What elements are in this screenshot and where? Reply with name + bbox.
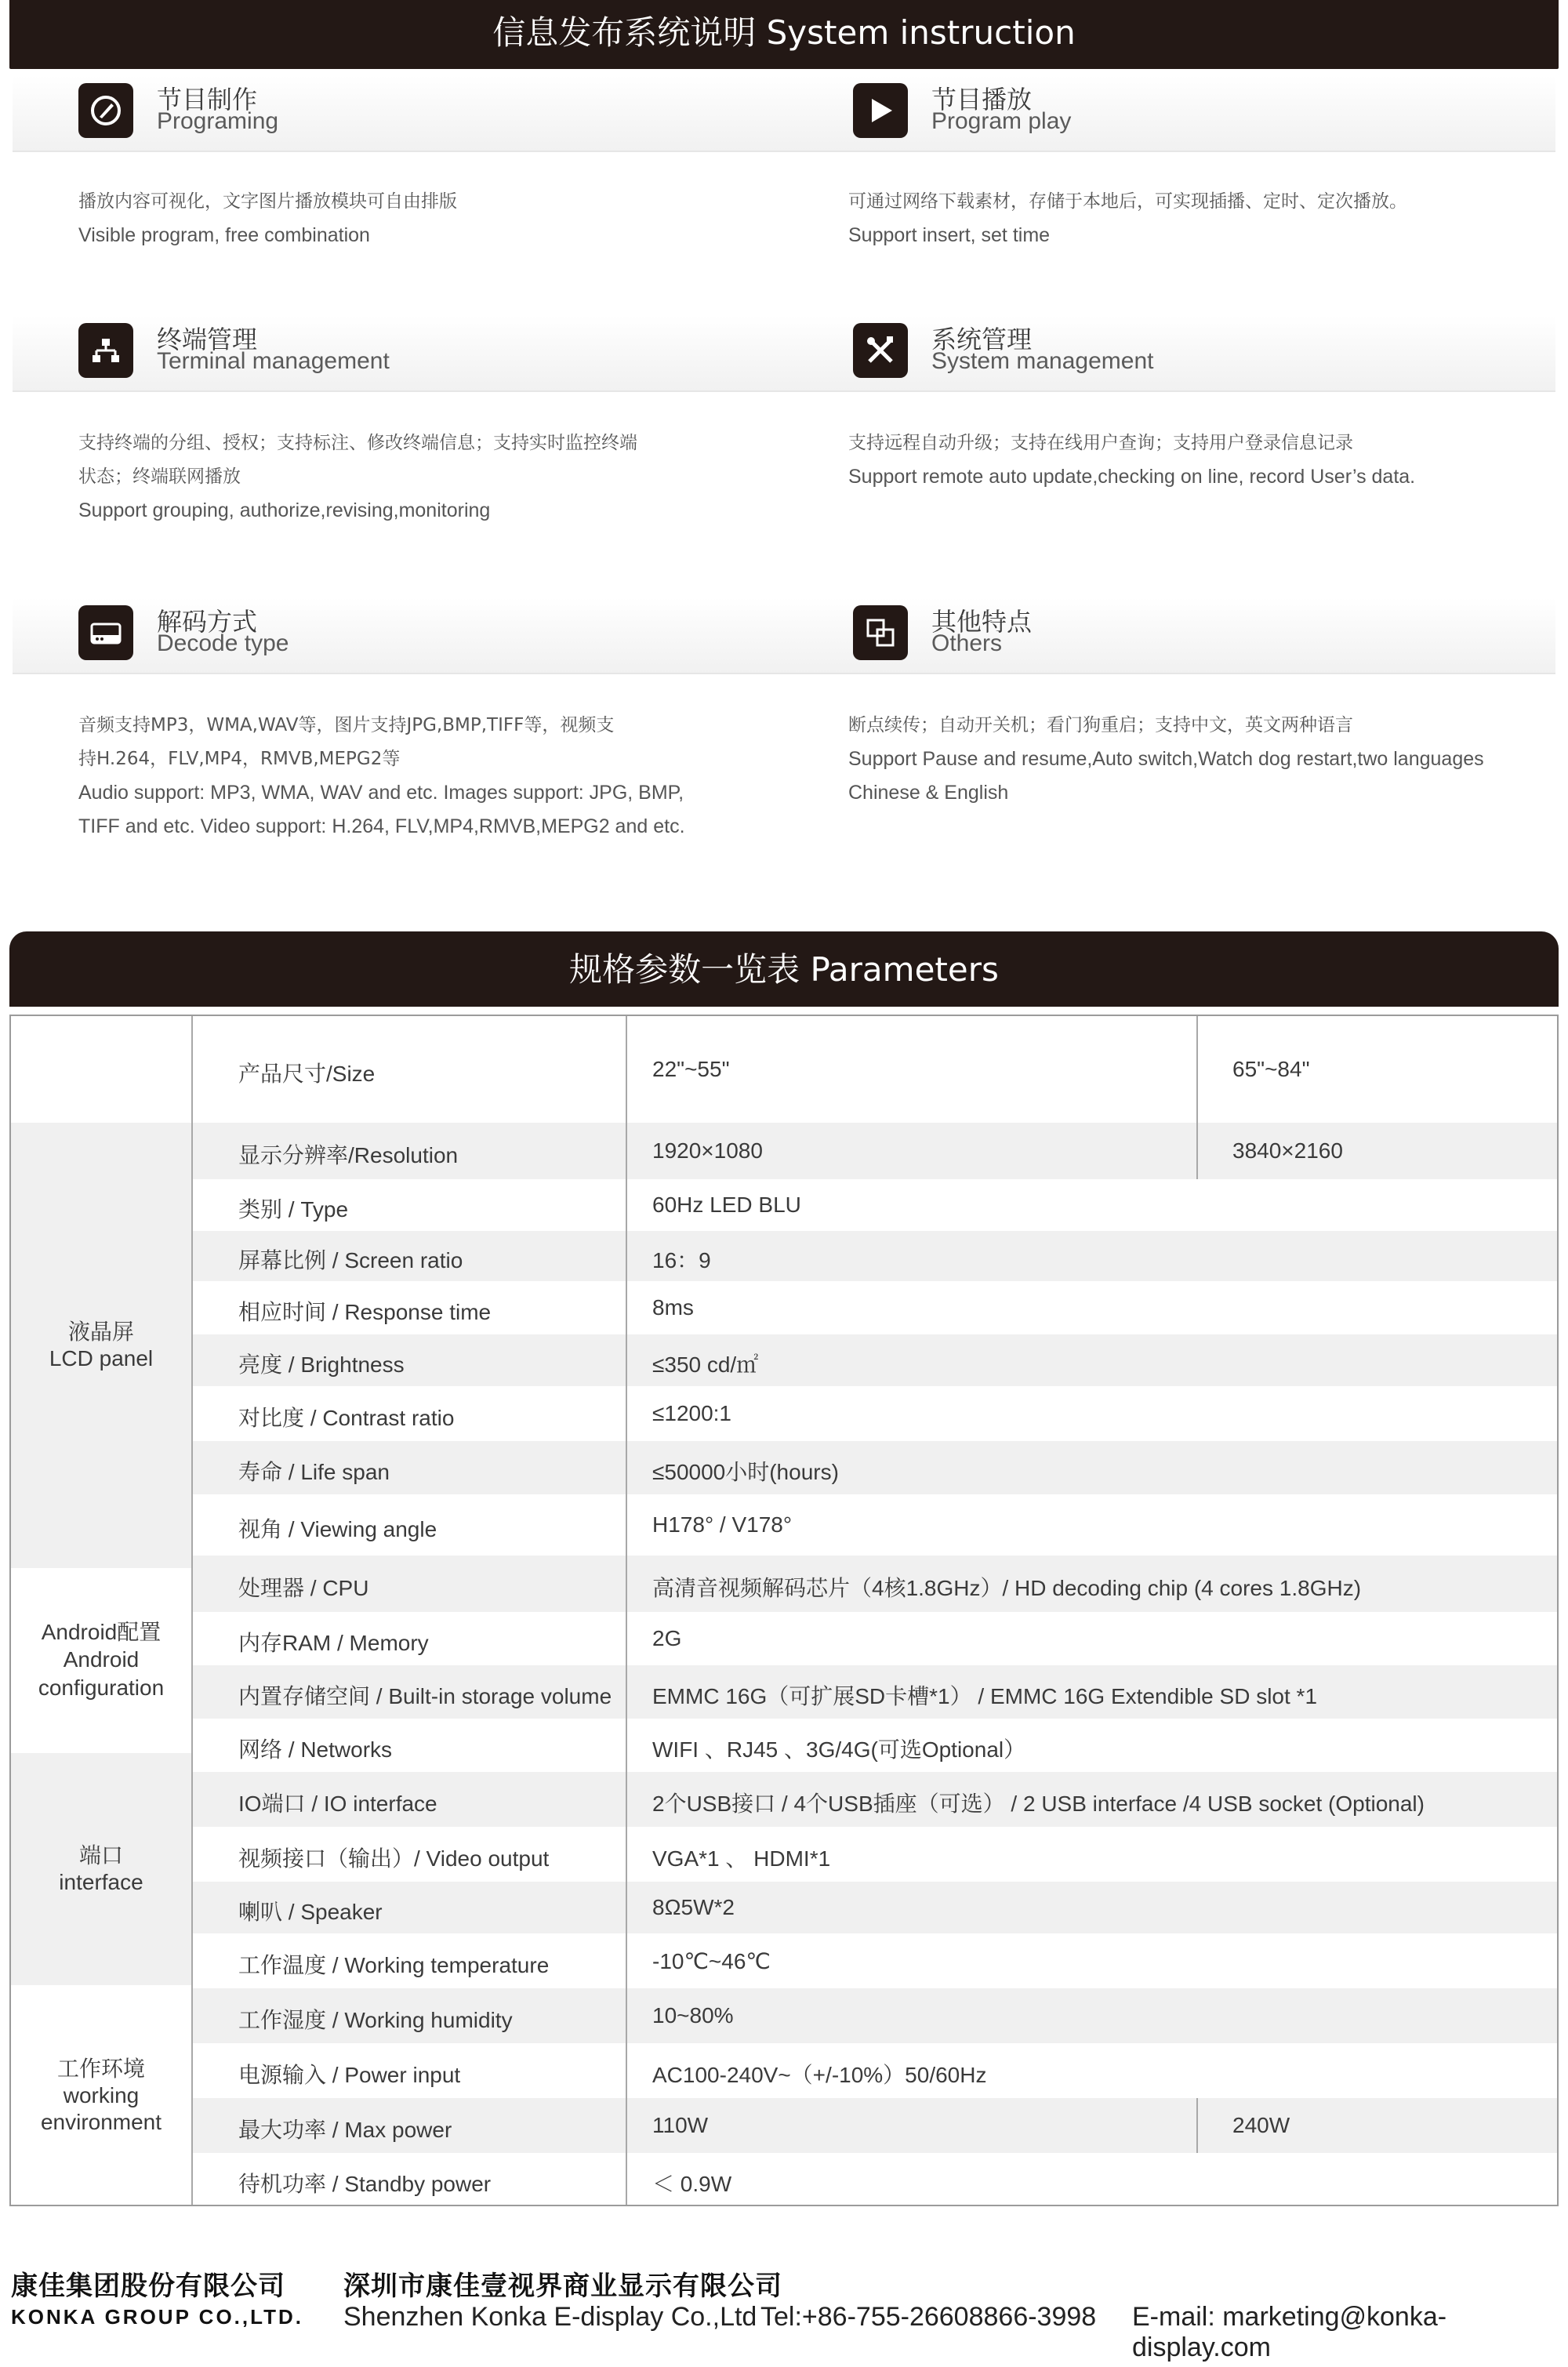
feature-program-play bbox=[787, 75, 1555, 152]
parameter-value: 2G bbox=[652, 1626, 682, 1650]
group-en: working environment bbox=[40, 2083, 162, 2134]
desc-line: 状态；终端联网播放 bbox=[78, 467, 241, 487]
windows-icon bbox=[853, 605, 908, 660]
desc-line: Chinese & English bbox=[848, 782, 1009, 804]
group-android bbox=[11, 1568, 191, 1753]
parameter-row bbox=[193, 1281, 1557, 1334]
parameter-row bbox=[193, 1556, 1557, 1612]
feature-title-zh: 节目制作 bbox=[157, 85, 258, 114]
parameter-row bbox=[193, 1386, 1557, 1441]
desc-line: TIFF and etc. Video support: H.264, FLV,MP4,RMVB,MEPG2 and etc. bbox=[78, 815, 685, 837]
parameter-row bbox=[193, 1612, 1557, 1665]
subsidiary-name-cn: 深圳市康佳壹视界商业显示有限公司 bbox=[343, 2271, 782, 2302]
desc-line: Support remote auto update,checking on line, record User’s data. bbox=[848, 466, 1416, 488]
company-name-en: KONKA GROUP CO.,LTD. bbox=[11, 2305, 303, 2329]
group-en: Android configuration bbox=[38, 1647, 165, 1700]
feature-program-play-desc bbox=[848, 185, 1554, 252]
parameter-row bbox=[193, 1665, 1557, 1719]
desc-line: Audio support: MP3, WMA, WAV and etc. Images support: JPG, BMP, bbox=[78, 782, 684, 804]
tools-icon bbox=[853, 323, 908, 378]
parameter-label: IO端口 / IO interface bbox=[238, 1792, 437, 1816]
parameter-label: 类别 / Type bbox=[238, 1197, 349, 1222]
parameter-value: 60Hz LED BLU bbox=[652, 1193, 801, 1217]
email: E-mail: marketing@konka-display.com bbox=[1132, 2302, 1447, 2362]
parameter-label: 内存RAM / Memory bbox=[238, 1631, 429, 1655]
parameter-value: 高清音视频解码芯片（4核1.8GHz）/ HD decoding chip (4 cores 1.8GHz) bbox=[652, 1576, 1362, 1600]
parameter-row bbox=[193, 1123, 1557, 1179]
subsidiary-name-en: Shenzhen Konka E-display Co.,Ltd bbox=[343, 2302, 757, 2332]
parameter-value: 8ms bbox=[652, 1295, 694, 1320]
parameter-row bbox=[193, 1231, 1557, 1281]
parameter-label: 处理器 / CPU bbox=[238, 1576, 369, 1600]
group-lcd-panel bbox=[11, 1123, 191, 1568]
parameter-label: 对比度 / Contrast ratio bbox=[238, 1406, 455, 1430]
footer bbox=[11, 2258, 1563, 2362]
parameter-row bbox=[193, 1441, 1557, 1494]
feature-system-management bbox=[787, 315, 1555, 392]
feature-terminal-management bbox=[13, 315, 840, 392]
desc-line: Visible program, free combination bbox=[78, 224, 370, 246]
parameter-value: 16：9 bbox=[652, 1248, 711, 1272]
feature-system-desc bbox=[848, 427, 1554, 494]
group-interface bbox=[11, 1753, 191, 1985]
parameter-label: 最大功率 / Max power bbox=[238, 2118, 452, 2142]
feature-title-en: Others bbox=[931, 630, 1003, 656]
company-name-cn: 康佳集团股份有限公司 bbox=[11, 2271, 285, 2302]
group-en: LCD panel bbox=[49, 1346, 154, 1370]
desc-line: 可通过网络下载素材，存储于本地后，可实现插播、定时、定次播放。 bbox=[848, 191, 1407, 212]
parameter-row bbox=[193, 1933, 1557, 1988]
feature-programing bbox=[13, 75, 840, 152]
parameter-value: 2个USB接口 / 4个USB插座（可选） / 2 USB interface /4 USB socket (Optional) bbox=[652, 1792, 1425, 1816]
parameter-label: 屏幕比例 / Screen ratio bbox=[238, 1248, 463, 1272]
desc-line: Support grouping, authorize,revising,monitoring bbox=[78, 499, 491, 521]
desc-line: 音频支持MP3，WMA,WAV等，图片支持JPG,BMP,TIFF等，视频支 bbox=[78, 715, 615, 735]
feature-title-en: Terminal management bbox=[157, 348, 390, 374]
group-en: interface bbox=[59, 1870, 143, 1894]
feature-title-en: System management bbox=[931, 348, 1154, 374]
parameter-row bbox=[193, 1882, 1557, 1933]
feature-title-zh: 其他特点 bbox=[931, 607, 1033, 637]
parameter-value: ≤350 cd/㎡ bbox=[652, 1352, 759, 1377]
edit-icon bbox=[78, 83, 133, 138]
parameter-label: 寿命 / Life span bbox=[238, 1460, 390, 1484]
parameter-value-large: 240W bbox=[1232, 2113, 1290, 2137]
parameter-row bbox=[193, 1016, 1557, 1123]
desc-line: Support insert, set time bbox=[848, 224, 1051, 246]
cell-divider bbox=[1196, 1016, 1198, 1123]
parameter-value: 8Ω5W*2 bbox=[652, 1895, 735, 1919]
parameter-label: 工作温度 / Working temperature bbox=[238, 1953, 550, 1977]
parameter-label: 内置存储空间 / Built-in storage volume bbox=[238, 1684, 612, 1708]
parameter-row bbox=[193, 1827, 1557, 1882]
feature-title-en: Program play bbox=[931, 108, 1072, 134]
feature-others bbox=[787, 597, 1555, 674]
feature-decode-desc bbox=[78, 709, 831, 844]
column-divider bbox=[626, 1016, 627, 2205]
parameter-row bbox=[193, 1179, 1557, 1231]
feature-programing-desc bbox=[78, 185, 831, 252]
parameter-row bbox=[193, 2153, 1557, 2206]
desc-line: 播放内容可视化，文字图片播放模块可自由排版 bbox=[78, 191, 457, 212]
group-zh: 端口 bbox=[78, 1843, 123, 1868]
parameter-value: ≤50000小时(hours) bbox=[652, 1460, 839, 1484]
parameter-row bbox=[193, 1494, 1557, 1556]
parameter-value-large: 3840×2160 bbox=[1232, 1138, 1343, 1163]
column-divider bbox=[191, 1016, 193, 2205]
group-zh: Android配置 bbox=[41, 1620, 162, 1644]
parameter-value: -10℃~46℃ bbox=[652, 1949, 771, 1973]
feature-title-zh: 节目播放 bbox=[931, 85, 1033, 114]
feature-title-zh: 系统管理 bbox=[931, 325, 1033, 354]
feature-title-en: Programing bbox=[157, 108, 279, 134]
parameter-row bbox=[193, 1772, 1557, 1827]
group-zh: 液晶屏 bbox=[67, 1320, 134, 1344]
parameter-label: 视角 / Viewing angle bbox=[238, 1517, 437, 1541]
parameter-value: ≤1200:1 bbox=[652, 1401, 732, 1425]
parameter-value-large: 65"~84" bbox=[1232, 1057, 1310, 1081]
parameter-value: H178° / V178° bbox=[652, 1512, 793, 1537]
parameter-label: 相应时间 / Response time bbox=[238, 1300, 492, 1324]
feature-title-zh: 终端管理 bbox=[157, 325, 258, 354]
parameter-row bbox=[193, 1719, 1557, 1772]
parameter-value: 10~80% bbox=[652, 2003, 734, 2028]
parameter-row bbox=[193, 2043, 1557, 2098]
parameter-value: 110W bbox=[652, 2113, 709, 2137]
desc-line: 断点续传；自动开关机；看门狗重启；支持中文，英文两种语言 bbox=[848, 715, 1353, 735]
parameter-label: 显示分辨率/Resolution bbox=[238, 1143, 459, 1167]
parameter-label: 亮度 / Brightness bbox=[238, 1352, 405, 1377]
parameter-value: 22"~55" bbox=[652, 1057, 730, 1081]
feature-terminal-desc bbox=[78, 427, 831, 528]
feature-others-desc bbox=[848, 709, 1554, 810]
desc-line: 持H.264，FLV,MP4，RMVB,MEPG2等 bbox=[78, 749, 401, 769]
parameter-value: VGA*1 、 HDMI*1 bbox=[652, 1846, 831, 1871]
group-zh: 工作环境 bbox=[56, 2057, 145, 2081]
feature-title-en: Decode type bbox=[157, 630, 289, 656]
feature-decode-type bbox=[13, 597, 840, 674]
parameter-table bbox=[9, 1015, 1559, 2206]
cell-divider bbox=[1196, 1123, 1198, 1179]
decoder-box-icon bbox=[78, 605, 133, 660]
parameter-value: ＜ 0.9W bbox=[652, 2172, 732, 2196]
parameter-label: 待机功率 / Standby power bbox=[238, 2172, 492, 2196]
parameter-value: WIFI 、RJ45 、3G/4G(可选Optional） bbox=[652, 1737, 1026, 1762]
parameters-banner: 规格参数一览表 Parameters bbox=[9, 931, 1559, 1007]
desc-line: 支持终端的分组、授权；支持标注、修改终端信息；支持实时监控终端 bbox=[78, 433, 637, 453]
parameter-value: AC100-240V~（+/-10%）50/60Hz bbox=[652, 2063, 987, 2087]
parameter-row bbox=[193, 1988, 1557, 2043]
desc-line: Support Pause and resume,Auto switch,Watch dog restart,two languages bbox=[848, 748, 1484, 770]
play-icon bbox=[853, 83, 908, 138]
desc-line: 支持远程自动升级；支持在线用户查询；支持用户登录信息记录 bbox=[848, 433, 1353, 453]
parameter-value: EMMC 16G（可扩展SD卡槽*1） / EMMC 16G Extendible SD slot *1 bbox=[652, 1684, 1318, 1708]
parameter-label: 产品尺寸/Size bbox=[238, 1062, 376, 1086]
cell-divider bbox=[1196, 2098, 1198, 2153]
parameter-label: 喇叭 / Speaker bbox=[238, 1900, 383, 1924]
parameter-row bbox=[193, 2098, 1557, 2153]
parameter-row bbox=[193, 1334, 1557, 1386]
group-working-environment bbox=[11, 1985, 191, 2206]
network-icon bbox=[78, 323, 133, 378]
system-instruction-banner: 信息发布系统说明 System instruction bbox=[9, 0, 1559, 69]
parameter-label: 网络 / Networks bbox=[238, 1737, 393, 1762]
parameter-label: 工作湿度 / Working humidity bbox=[238, 2008, 513, 2032]
parameter-value: 1920×1080 bbox=[652, 1138, 763, 1163]
parameter-label: 电源输入 / Power input bbox=[238, 2063, 461, 2087]
feature-title-zh: 解码方式 bbox=[157, 607, 258, 637]
telephone: Tel:+86-755-26608866-3998 bbox=[760, 2302, 1097, 2332]
parameter-label: 视频接口（输出）/ Video output bbox=[238, 1846, 550, 1871]
